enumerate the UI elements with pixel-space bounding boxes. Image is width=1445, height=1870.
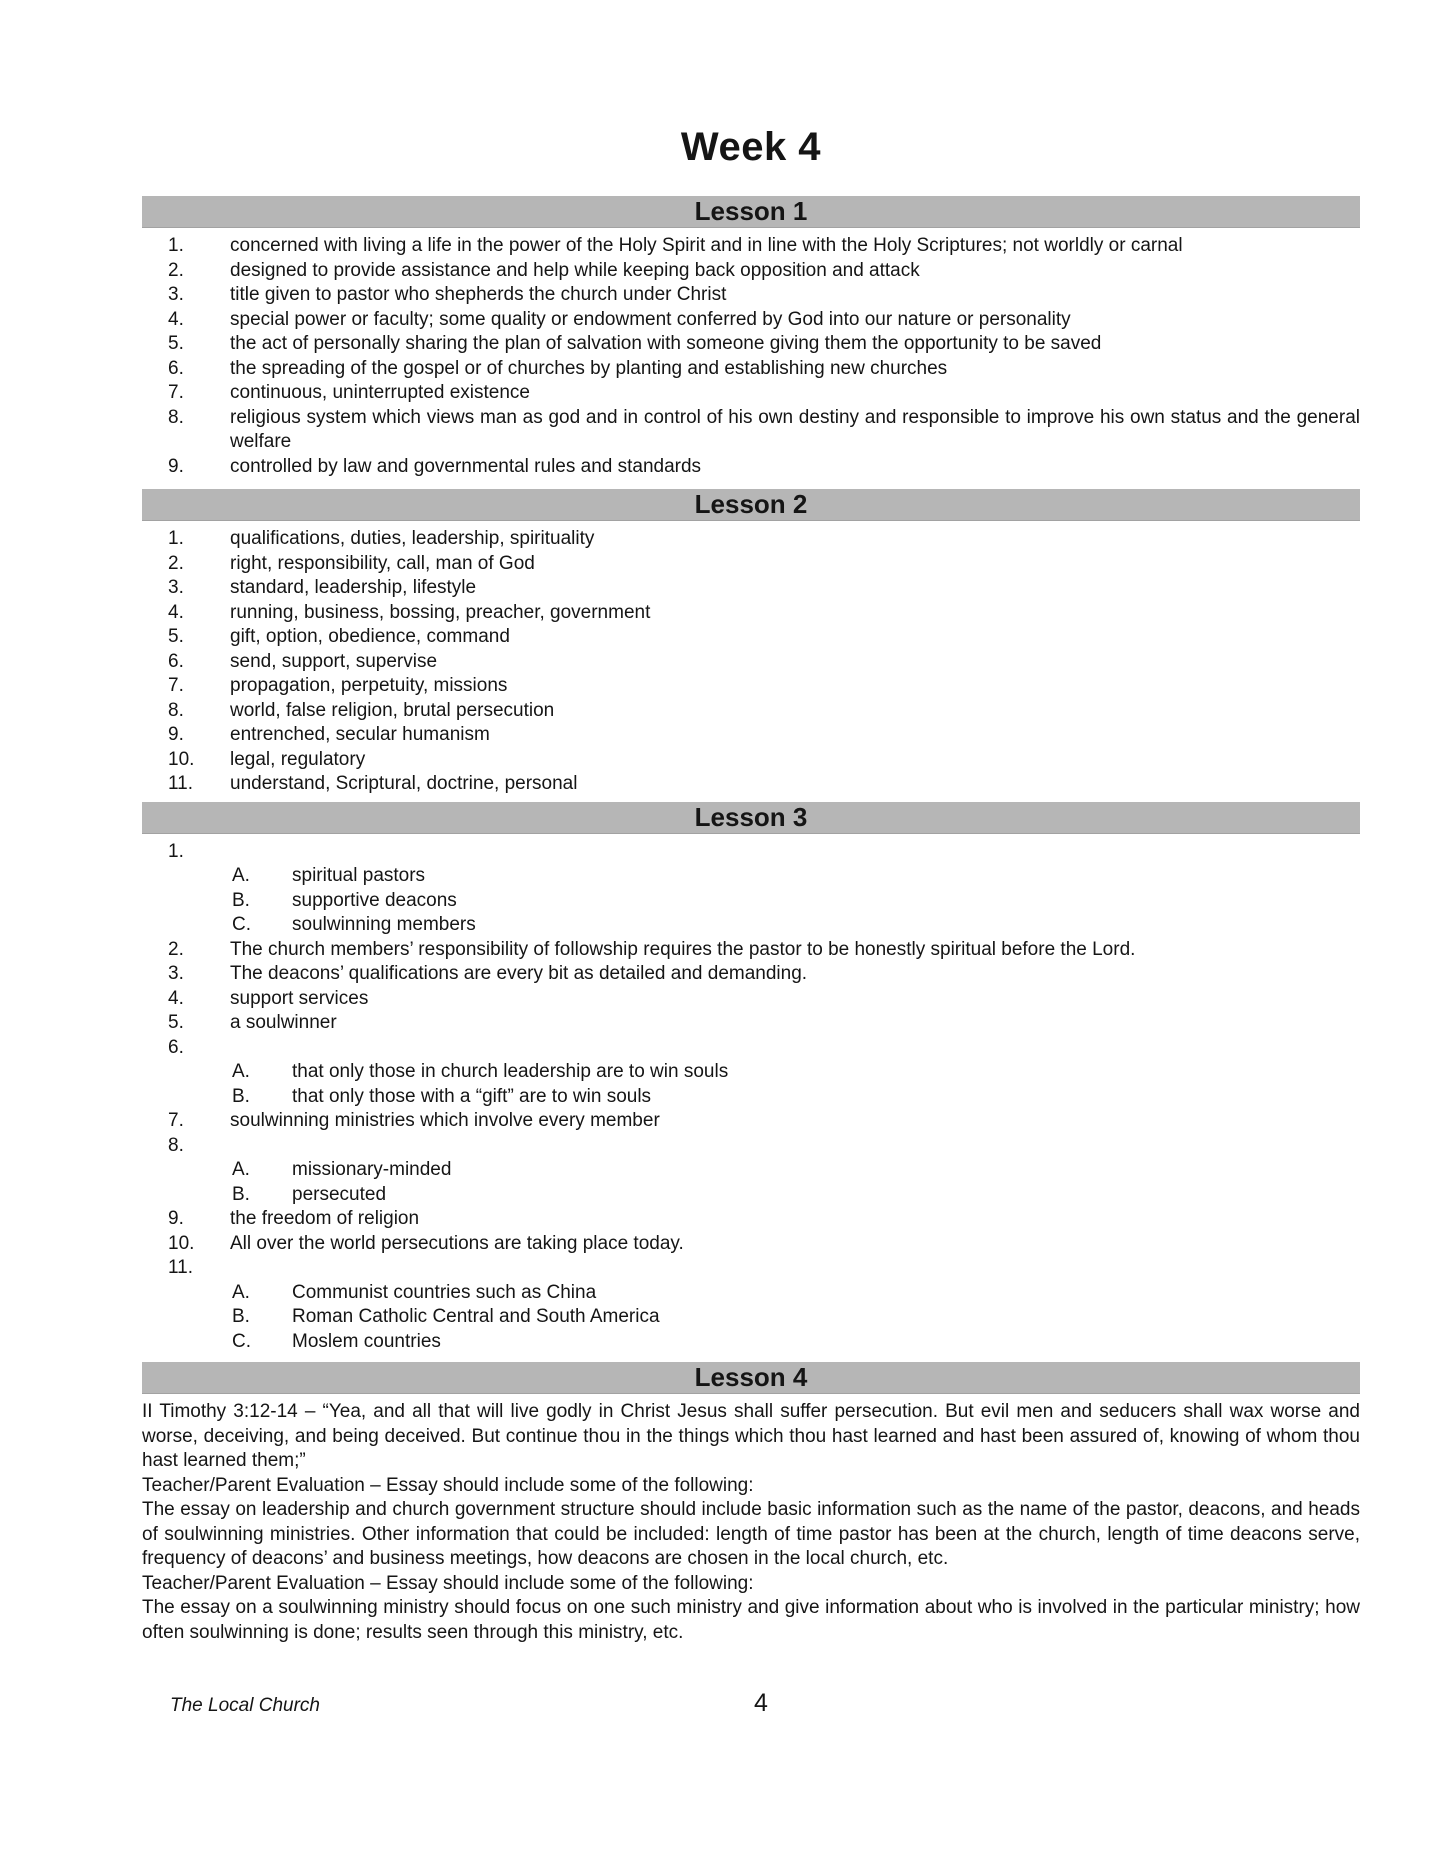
paragraph: The essay on a soulwinning ministry should focus on one such ministry and give information about who is involved in the particular ministry; how often soulwinning is done; results seen through this ministry, etc. <box>142 1597 1360 1643</box>
sub-list-item <box>142 1158 1360 1183</box>
list-item <box>142 601 1360 626</box>
item-number: 3. <box>168 963 184 984</box>
sub-item-letter: C. <box>232 914 251 935</box>
item-number: 3. <box>168 577 184 598</box>
list-item <box>142 234 1360 259</box>
sub-item-letter: B. <box>232 889 250 911</box>
item-number: 9. <box>168 1208 184 1229</box>
sub-list-item <box>142 1085 1360 1110</box>
item-number: 9. <box>168 724 184 745</box>
list-item <box>142 723 1360 748</box>
sub-item-letter: A. <box>232 1281 250 1303</box>
item-text <box>230 1134 1360 1159</box>
item-text: soulwinning ministries which involve every member <box>230 1110 660 1131</box>
footer-book-title: The Local Church <box>170 1695 320 1716</box>
list-item <box>142 308 1360 333</box>
list-item <box>142 283 1360 308</box>
item-number: 1. <box>168 235 184 256</box>
item-number: 3. <box>168 284 184 305</box>
list-item <box>142 406 1360 455</box>
page-content <box>142 0 1360 1723</box>
sub-item-letter: C. <box>232 1330 251 1352</box>
footer-page-number: 4 <box>754 1689 768 1717</box>
item-text: special power or faculty; some quality or endowment conferred by God into our nature or personality <box>230 308 1071 330</box>
item-number: 5. <box>168 626 184 647</box>
list-item <box>142 1109 1360 1134</box>
item-text: The church members’ responsibility of followship requires the pastor to be honestly spiritual before the Lord. <box>230 938 1136 960</box>
sub-item-text: persecuted <box>292 1183 387 1205</box>
list-item <box>142 1207 1360 1232</box>
list-item <box>142 357 1360 382</box>
item-number: 2. <box>168 259 184 281</box>
list-item <box>142 527 1360 552</box>
sub-list-item <box>142 1281 1360 1306</box>
sub-list-item <box>142 1330 1360 1355</box>
sub-item-letter: B. <box>232 1306 250 1327</box>
item-number: 4. <box>168 308 184 330</box>
sub-list-item <box>142 913 1360 938</box>
list-item <box>142 699 1360 724</box>
list-item <box>142 938 1360 963</box>
sub-item-text: Roman Catholic Central and South America <box>292 1306 660 1327</box>
sub-item-letter: A. <box>232 1061 250 1082</box>
lesson-body <box>142 1394 1360 1647</box>
item-text: understand, Scriptural, doctrine, personal <box>230 773 578 794</box>
sub-item-text: spiritual pastors <box>292 865 426 886</box>
list-item <box>142 259 1360 284</box>
paragraph: The essay on leadership and church government structure should include basic information such as the name of the pastor, deacons, and heads of soulwinning ministries. Other information that could be included: length of time pastor has been at the church, length of time deacons serve, frequency of deacons’ and business meetings, how deacons are chosen in the local church, etc. <box>142 1499 1360 1569</box>
lesson-section <box>142 1362 1360 1647</box>
page-title: Week 4 <box>680 125 822 169</box>
item-text: running, business, bossing, preacher, government <box>230 601 651 623</box>
item-number: 4. <box>168 987 184 1009</box>
sub-list-item <box>142 1183 1360 1208</box>
lesson-section <box>142 489 1360 799</box>
item-number: 11. <box>168 773 194 794</box>
lesson-header-bar: Lesson 2 <box>142 489 1360 521</box>
list-item <box>142 1011 1360 1036</box>
list-item <box>142 576 1360 601</box>
list-item <box>142 962 1360 987</box>
item-number: 8. <box>168 1134 184 1156</box>
item-number: 1. <box>168 840 184 862</box>
item-text: The deacons’ qualifications are every bit as detailed and demanding. <box>230 963 808 984</box>
item-text: qualifications, duties, leadership, spirituality <box>230 528 595 549</box>
list-item <box>142 552 1360 577</box>
item-text: the freedom of religion <box>230 1208 420 1229</box>
sub-item-letter: A. <box>232 1159 250 1180</box>
item-text <box>230 1036 1360 1061</box>
item-text: propagation, perpetuity, missions <box>230 675 508 696</box>
item-number: 9. <box>168 455 184 477</box>
list-item <box>142 455 1360 480</box>
item-text: world, false religion, brutal persecution <box>230 699 555 721</box>
item-text: a soulwinner <box>230 1012 337 1033</box>
item-text: standard, leadership, lifestyle <box>230 577 477 598</box>
item-text: legal, regulatory <box>230 748 366 770</box>
paragraph: Teacher/Parent Evaluation – Essay should include some of the following: <box>142 1474 754 1496</box>
list-item <box>142 1134 1360 1159</box>
item-text <box>230 840 1360 865</box>
sub-item-text: Communist countries such as China <box>292 1281 597 1303</box>
list-item <box>142 674 1360 699</box>
item-text: continuous, uninterrupted existence <box>230 382 530 403</box>
item-text: gift, option, obedience, command <box>230 626 510 647</box>
item-text: controlled by law and governmental rules and standards <box>230 455 702 477</box>
sub-item-letter: A. <box>232 865 250 886</box>
page-footer <box>142 1689 1360 1723</box>
list-item <box>142 1256 1360 1281</box>
item-text: right, responsibility, call, man of God <box>230 552 535 574</box>
item-text: the act of personally sharing the plan of salvation with someone giving them the opportunity to be saved <box>230 333 1102 354</box>
item-text: support services <box>230 987 369 1009</box>
sub-list-item <box>142 864 1360 889</box>
lesson-header-bar: Lesson 1 <box>142 196 1360 228</box>
list-item <box>142 381 1360 406</box>
item-number: 7. <box>168 382 184 403</box>
list-item <box>142 650 1360 675</box>
list-item <box>142 332 1360 357</box>
paragraph: II Timothy 3:12-14 – “Yea, and all that will live godly in Christ Jesus shall suffer persecution. But evil men and seducers shall wax worse and worse, deceiving, and being deceived. But continue thou in the things which thou hast learned and hast been assured of, knowing of whom thou hast learned them;” <box>142 1401 1360 1471</box>
list-item <box>142 748 1360 773</box>
item-number: 2. <box>168 552 184 574</box>
item-text: entrenched, secular humanism <box>230 724 490 745</box>
item-number: 1. <box>168 528 184 549</box>
item-text: the spreading of the gospel or of churches by planting and establishing new churches <box>230 357 948 379</box>
sub-item-text: that only those with a “gift” are to win souls <box>292 1085 652 1107</box>
item-number: 7. <box>168 675 184 696</box>
item-text: concerned with living a life in the power of the Holy Spirit and in line with the Holy Scriptures; not worldly or carnal <box>230 235 1183 256</box>
item-number: 8. <box>168 699 184 721</box>
list-item <box>142 840 1360 865</box>
item-text <box>230 1256 1360 1281</box>
sub-item-letter: B. <box>232 1085 250 1107</box>
sub-list-item <box>142 1060 1360 1085</box>
sub-item-text: Moslem countries <box>292 1330 441 1352</box>
list-item <box>142 625 1360 650</box>
lesson-section <box>142 196 1360 481</box>
lesson-header-bar: Lesson 3 <box>142 802 1360 834</box>
item-text: designed to provide assistance and help while keeping back opposition and attack <box>230 259 920 281</box>
item-number: 10. <box>168 748 195 770</box>
lesson-body <box>142 834 1360 1357</box>
item-number: 5. <box>168 1012 184 1033</box>
list-item <box>142 987 1360 1012</box>
sub-item-text: that only those in church leadership are to win souls <box>292 1061 729 1082</box>
lesson-section <box>142 802 1360 1357</box>
item-number: 7. <box>168 1110 184 1131</box>
lessons <box>142 196 1360 1647</box>
item-number: 2. <box>168 938 184 960</box>
item-text: All over the world persecutions are taking place today. <box>230 1232 684 1254</box>
item-text: title given to pastor who shepherds the church under Christ <box>230 284 727 305</box>
list-item <box>142 1232 1360 1257</box>
item-number: 8. <box>168 406 184 428</box>
item-number: 10. <box>168 1232 195 1254</box>
sub-item-letter: B. <box>232 1183 250 1205</box>
item-number: 6. <box>168 650 184 672</box>
list-item <box>142 1036 1360 1061</box>
item-number: 11. <box>168 1257 194 1278</box>
sub-item-text: missionary-minded <box>292 1159 452 1180</box>
sub-item-text: supportive deacons <box>292 889 457 911</box>
item-text: religious system which views man as god and in control of his own destiny and responsible to improve his own status and the general welfare <box>230 406 1360 452</box>
sub-list-item <box>142 889 1360 914</box>
item-number: 4. <box>168 601 184 623</box>
lesson-body <box>142 521 1360 799</box>
lesson-header-bar: Lesson 4 <box>142 1362 1360 1394</box>
sub-item-text: soulwinning members <box>292 914 476 935</box>
item-text: send, support, supervise <box>230 650 438 672</box>
paragraph: Teacher/Parent Evaluation – Essay should include some of the following: <box>142 1572 754 1594</box>
item-number: 6. <box>168 1036 184 1058</box>
lesson-body <box>142 228 1360 481</box>
list-item <box>142 772 1360 797</box>
item-number: 6. <box>168 357 184 379</box>
item-number: 5. <box>168 333 184 354</box>
sub-list-item <box>142 1305 1360 1330</box>
